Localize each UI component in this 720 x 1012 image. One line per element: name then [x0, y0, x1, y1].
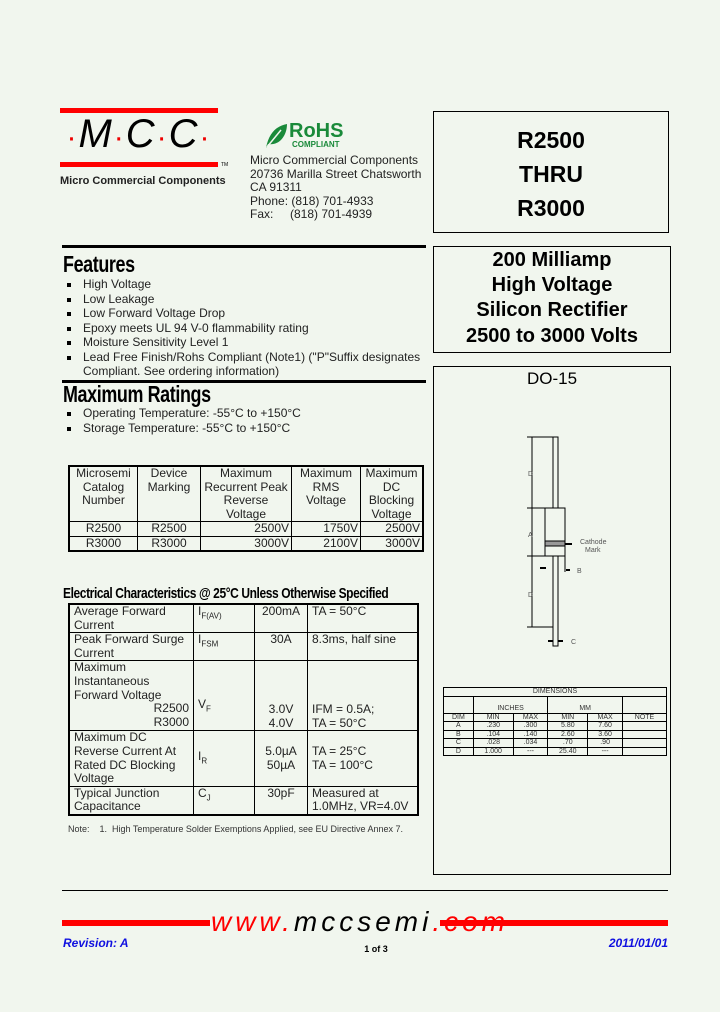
leaf-icon	[263, 122, 289, 150]
col-header: Device Marking	[138, 466, 201, 522]
package-name: DO-15	[526, 369, 578, 388]
ratings-table	[68, 465, 424, 552]
col-header: DIM	[444, 713, 474, 722]
col-header: MIN	[548, 713, 588, 722]
table-row: B .104 .140 2.60 3.60	[444, 730, 667, 739]
rohs-title: RoHS	[289, 120, 344, 142]
dimensions-table	[443, 687, 667, 756]
dim-label: B	[577, 568, 582, 575]
part-number-from: R2500	[517, 127, 585, 153]
rohs-subtitle: COMPLIANT	[292, 140, 340, 149]
col-header: Maximum Recurrent Peak Reverse Voltage	[201, 466, 292, 522]
table-row: A .230 .300 5.80 7.60	[444, 722, 667, 731]
logo-tagline: Micro Commercial Components	[60, 175, 226, 187]
description-line: 200 Milliamp	[492, 249, 612, 271]
col-header: Microsemi Catalog Number	[69, 466, 138, 522]
website-link[interactable]: www.mccsemi.com	[210, 906, 510, 937]
dim-label: C	[571, 639, 577, 646]
list-item: Epoxy meets UL 94 V-0 flammability rating	[63, 321, 428, 336]
list-item: Moisture Sensitivity Level 1	[63, 335, 428, 350]
divider	[62, 245, 426, 248]
list-item: Operating Temperature: -55°C to +150°C	[63, 406, 428, 421]
description-line: Silicon Rectifier	[476, 299, 628, 321]
address-line: CA 91311	[250, 180, 302, 195]
table-row: Peak Forward Surge Current $I_{FSM}$ 30A 8.3ms, half sine	[69, 633, 418, 661]
electrical-table	[68, 603, 419, 816]
list-item: High Voltage	[63, 277, 428, 292]
mark-label: Mark	[585, 547, 601, 554]
features-heading: Features	[63, 251, 135, 277]
list-item: Low Forward Voltage Drop	[63, 306, 428, 321]
col-header: Maximum RMS Voltage	[292, 466, 361, 522]
cathode-label: Cathode	[580, 539, 607, 546]
col-header: Maximum DC Blocking Voltage	[361, 466, 424, 522]
mm-header: MM	[548, 696, 623, 713]
page-number: 1 of 3	[364, 944, 388, 954]
electrical-characteristics-heading: Electrical Characteristics @ 25°C Unless Otherwise Specified	[63, 585, 389, 602]
max-ratings-list	[63, 406, 428, 435]
footnote: Note: 1. High Temperature Solder Exemptions Applied, see EU Directive Annex 7.	[68, 824, 404, 834]
address-line: Micro Commercial Components	[250, 153, 419, 167]
list-item: Lead Free Finish/Rohs Compliant (Note1) ("P"Suffix designates Compliant. See ordering information)	[63, 350, 428, 379]
dimensions-title: DIMENSIONS	[444, 688, 667, 697]
table-row: Maximum DC Reverse Current At Rated DC Blocking Voltage $I_R$ 5.0µA 50µA TA = 25°C TA = 100°C	[69, 731, 418, 786]
part-thru: THRU	[519, 161, 583, 187]
inches-header: INCHES	[473, 696, 548, 713]
list-item: Low Leakage	[63, 292, 428, 307]
col-header: MIN	[473, 713, 513, 722]
table-row: R3000 R3000 3000V 2100V 3000V	[69, 536, 423, 551]
footer-divider	[62, 890, 668, 891]
max-ratings-heading: Maximum Ratings	[63, 381, 211, 407]
col-header: NOTE	[622, 713, 666, 722]
table-row: Typical Junction Capacitance $C_J$ 30pF Measured at 1.0MHz, VR=4.0V	[69, 786, 418, 815]
col-header: MAX	[513, 713, 548, 722]
table-row: Average Forward Current $I_{F(AV)}$ 200mA TA = 50°C	[69, 604, 418, 633]
table-row: R2500 R2500 2500V 1750V 2500V	[69, 522, 423, 537]
table-row: Maximum Instantaneous Forward Voltage R2500 R3000 $V_F$ 3.0V 4.0V IFM = 0.5A; TA = 50°C	[69, 661, 418, 731]
cathode-band	[545, 541, 565, 546]
logo-bottom-bar	[60, 162, 218, 167]
dim-label: A	[528, 532, 533, 539]
table-row: D 1.000 --- 25.40 ---	[444, 747, 667, 756]
fax: Fax: (818) 701-4939	[250, 207, 373, 222]
dim-label: D	[528, 471, 534, 478]
table-row: C .028 .034 .70 .90	[444, 739, 667, 748]
dim-label: D	[528, 592, 534, 599]
address-line: 20736 Marilla Street Chatsworth	[250, 166, 422, 181]
description-line: 2500 to 3000 Volts	[466, 325, 638, 347]
list-item: Storage Temperature: -55°C to +150°C	[63, 421, 428, 436]
mcc-logo: ·M·C·C·	[66, 112, 212, 156]
date: 2011/01/01	[608, 936, 668, 950]
rohs-badge	[263, 120, 344, 155]
phone: Phone: (818) 701-4933	[250, 193, 374, 208]
company-address	[250, 154, 421, 222]
features-list	[63, 277, 428, 379]
do15-package-diagram	[480, 430, 630, 650]
description-line: High Voltage	[491, 274, 613, 296]
col-header: MAX	[588, 713, 623, 722]
trademark: TM	[221, 162, 229, 168]
part-number-to: R3000	[517, 195, 585, 221]
revision: Revision: A	[63, 936, 129, 950]
